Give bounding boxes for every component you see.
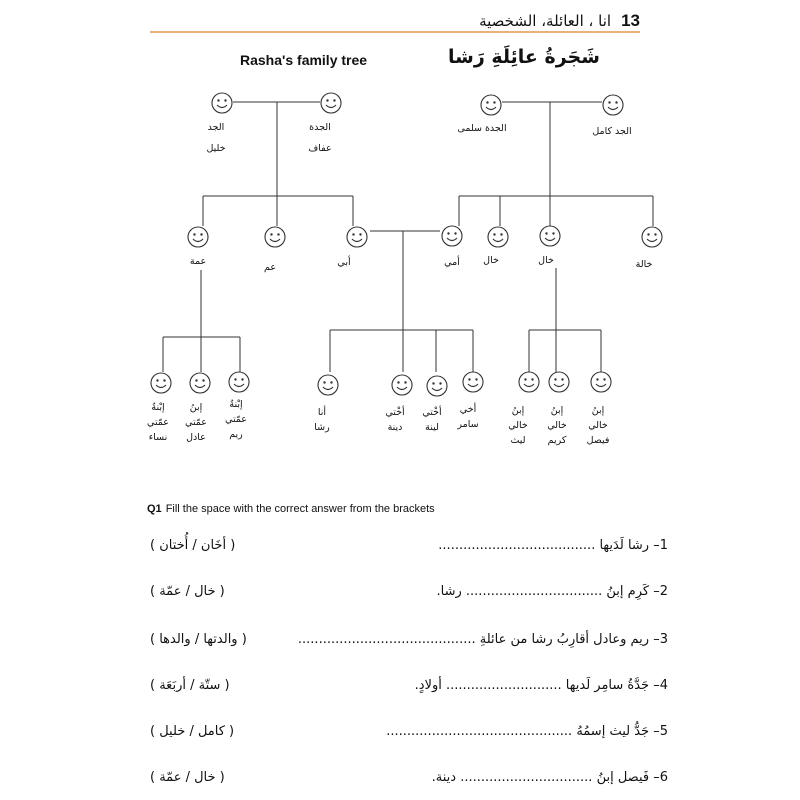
question-item [150, 768, 668, 792]
question-item [150, 630, 668, 654]
header-title: انا ، العائلة، الشخصية [479, 12, 612, 30]
question-item [150, 722, 668, 746]
question-stem: 1– رشا لَدَيها ...................................... [438, 538, 668, 553]
smiley-face-icon [318, 375, 338, 395]
question-stem: 3– ريم وعادل أقارِبُ رشا من عائلةِ ........................................... [297, 632, 668, 647]
tree-connectors [163, 102, 653, 372]
smiley-face-icon [549, 372, 569, 392]
smiley-face-icon [265, 227, 285, 247]
cousin-faisal-label: إبنُ خالي فيصل [586, 405, 610, 446]
maternal-uncle-1-label: خال [483, 255, 499, 266]
smiley-face-icon [591, 372, 611, 392]
grandpa-khalil-label: الجد خليل [206, 122, 226, 154]
maternal-uncle-2-label: خال [538, 255, 554, 266]
smiley-face-icon [488, 227, 508, 247]
answer-options: ( أخَان / أُختان ) [150, 538, 236, 553]
smiley-face-icon [392, 375, 412, 395]
smiley-face-icon [229, 372, 249, 392]
question-item [150, 582, 668, 606]
sister-lina-label: أخْتي لينة [422, 407, 442, 433]
smiley-face-icon [188, 227, 208, 247]
maternal-aunt-label: خالة [635, 259, 653, 270]
smiley-face-icon [519, 372, 539, 392]
cousin-adel-label: إبنُ عمّتي عادل [185, 402, 207, 443]
smiley-face-icon [540, 226, 560, 246]
answer-options: ( خال / عمّة ) [150, 584, 225, 599]
english-title: Rasha's family tree [240, 52, 368, 68]
arabic-title: شَجَرةُ عائِلَةِ رَشا [448, 46, 600, 68]
uncle-paternal-label: عم [264, 262, 276, 273]
father-label: أبي [337, 257, 351, 268]
smiley-face-icon [427, 376, 447, 396]
smiley-face-icon [151, 373, 171, 393]
page-number: 13 [621, 11, 640, 30]
smiley-face-icon [321, 93, 341, 113]
answer-options: ( ستّة / أربَعَة ) [150, 678, 230, 693]
cousin-laith-label: إبنُ خالي ليث [508, 405, 528, 446]
question-item [150, 676, 668, 700]
question-heading [147, 503, 435, 515]
grandma-afaf-label: الجدة عفاف [308, 122, 332, 154]
smiley-face-icon [463, 372, 483, 392]
answer-options: ( والدتها / والدها ) [150, 632, 247, 647]
aunt-paternal-label: عمة [189, 256, 207, 267]
question-stem: 6– فَيصل إبنُ ................................ دينة. [431, 770, 668, 785]
answer-options: ( خال / عمّة ) [150, 770, 225, 785]
smiley-face-icon [481, 95, 501, 115]
smiley-face-icon [347, 227, 367, 247]
grandma-salma-label: الجدة سلمى [457, 123, 507, 134]
answer-options: ( كامل / خليل ) [150, 724, 235, 739]
question-instruction: Fill the space with the correct answer from the brackets [165, 503, 435, 515]
question-label: Q1 [147, 503, 162, 515]
brother-samer-label: أخي سامر [457, 404, 479, 430]
question-stem: 4– جَدَّةُ سامِر لَديها ............................ أولادٍ. [414, 678, 668, 693]
cousin-nisaa-label: إبْنةُ عمّتي نساء [147, 402, 169, 443]
rasha-label: أنا رشا [314, 407, 330, 433]
smiley-face-icon [190, 373, 210, 393]
grandpa-kamel-label: الجد كامل [592, 126, 632, 137]
smiley-face-icon [642, 227, 662, 247]
smiley-face-icon [212, 93, 232, 113]
question-stem: 2– كَرِم إبنُ ................................. رشا. [436, 584, 668, 599]
cousin-reem-label: إبْنةُ عمّتي ريم [225, 399, 247, 440]
question-stem: 5– جَدُّ ليث إسمُهُ ............................................. [386, 724, 668, 739]
smiley-face-icon [442, 226, 462, 246]
sister-dina-label: أخْتي دينة [385, 407, 405, 433]
mother-label: أمي [444, 257, 460, 268]
smiley-face-icon [603, 95, 623, 115]
question-item [150, 536, 668, 560]
cousin-karim-label: إبنُ خالي كريم [547, 405, 567, 446]
